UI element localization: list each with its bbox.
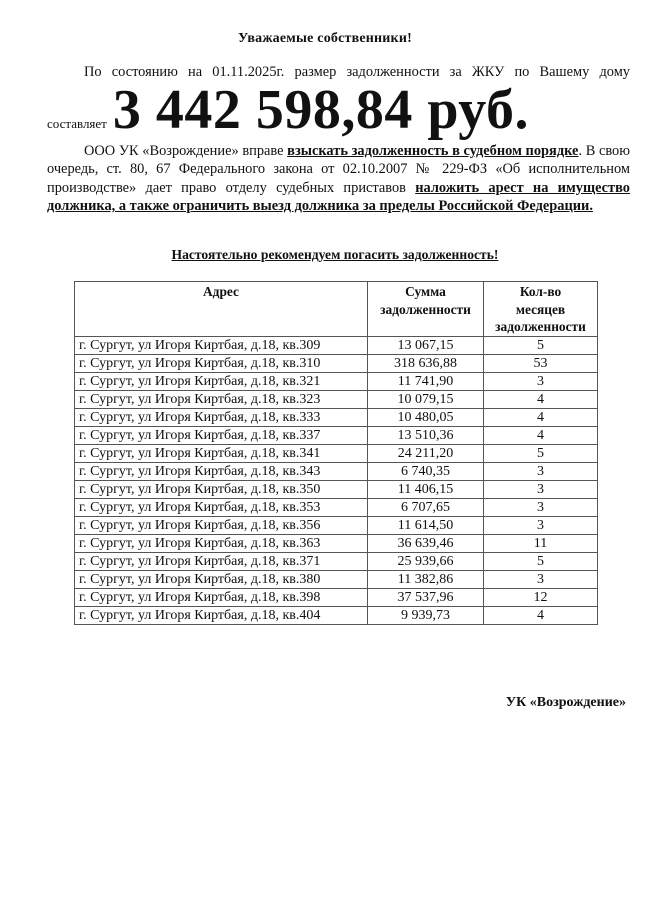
cell-sum: 318 636,88 — [368, 354, 484, 372]
cell-months: 4 — [484, 426, 598, 444]
paragraph-text-2: . В свою очередь, ст. 80, 67 Федерального закона от 02.10.2007 № 229-ФЗ «Об исполнительном производстве» дает право отделу судебных приставов — [47, 143, 631, 196]
cell-address: г. Сургут, ул Игоря Киртбая, д.18, кв.333 — [75, 408, 368, 426]
cell-months: 4 — [484, 606, 598, 624]
header-months: Кол-во месяцев задолженности — [484, 282, 598, 337]
table-row — [75, 462, 598, 480]
cell-sum: 11 614,50 — [368, 516, 484, 534]
cell-months: 4 — [484, 390, 598, 408]
table-row — [75, 390, 598, 408]
table-row — [75, 606, 598, 624]
cell-months: 12 — [484, 588, 598, 606]
amount-prefix: составляет — [47, 116, 107, 131]
cell-address: г. Сургут, ул Игоря Киртбая, д.18, кв.323 — [75, 390, 368, 408]
intro-line: По состоянию на 01.11.2025г. размер задолженности за ЖКУ по Вашему дому — [84, 64, 630, 80]
table-row — [75, 354, 598, 372]
table-row — [75, 552, 598, 570]
total-debt-amount: 3 442 598,84 руб. — [112, 79, 530, 141]
cell-months: 5 — [484, 444, 598, 462]
debt-table — [74, 281, 598, 625]
cell-sum: 10 079,15 — [368, 390, 484, 408]
cell-address: г. Сургут, ул Игоря Киртбая, д.18, кв.356 — [75, 516, 368, 534]
table-row — [75, 372, 598, 390]
table-row — [75, 336, 598, 354]
table-row — [75, 426, 598, 444]
cell-sum: 11 382,86 — [368, 570, 484, 588]
cell-months: 4 — [484, 408, 598, 426]
cell-months: 3 — [484, 516, 598, 534]
cell-months: 53 — [484, 354, 598, 372]
cell-months: 11 — [484, 534, 598, 552]
debt-table-body — [75, 336, 598, 624]
table-header-row — [75, 282, 598, 337]
cell-sum: 11 406,15 — [368, 480, 484, 498]
debt-amount-line — [47, 79, 530, 141]
cell-months: 3 — [484, 480, 598, 498]
cell-address: г. Сургут, ул Игоря Киртбая, д.18, кв.350 — [75, 480, 368, 498]
cell-sum: 9 939,73 — [368, 606, 484, 624]
legal-warning-paragraph — [47, 142, 630, 215]
cell-address: г. Сургут, ул Игоря Киртбая, д.18, кв.363 — [75, 534, 368, 552]
cell-address: г. Сургут, ул Игоря Киртбая, д.18, кв.398 — [75, 588, 368, 606]
cell-address: г. Сургут, ул Игоря Киртбая, д.18, кв.337 — [75, 426, 368, 444]
cell-sum: 6 707,65 — [368, 498, 484, 516]
table-row — [75, 534, 598, 552]
paragraph-text-1: ООО УК «Возрождение» вправе — [84, 143, 288, 159]
cell-address: г. Сургут, ул Игоря Киртбая, д.18, кв.321 — [75, 372, 368, 390]
cell-months: 5 — [484, 336, 598, 354]
cell-address: г. Сургут, ул Игоря Киртбая, д.18, кв.309 — [75, 336, 368, 354]
cell-sum: 6 740,35 — [368, 462, 484, 480]
cell-address: г. Сургут, ул Игоря Киртбая, д.18, кв.343 — [75, 462, 368, 480]
cell-months: 3 — [484, 462, 598, 480]
cell-sum: 11 741,90 — [368, 372, 484, 390]
cell-address: г. Сургут, ул Игоря Киртбая, д.18, кв.380 — [75, 570, 368, 588]
table-row — [75, 480, 598, 498]
cell-months: 3 — [484, 372, 598, 390]
table-row — [75, 408, 598, 426]
cell-sum: 13 510,36 — [368, 426, 484, 444]
cell-months: 3 — [484, 498, 598, 516]
cell-address: г. Сургут, ул Игоря Киртбая, д.18, кв.353 — [75, 498, 368, 516]
cell-sum: 24 211,20 — [368, 444, 484, 462]
table-row — [75, 588, 598, 606]
paragraph-emphasis-1: взыскать задолженность в судебном порядке — [287, 143, 579, 159]
cell-sum: 10 480,05 — [368, 408, 484, 426]
cell-sum: 25 939,66 — [368, 552, 484, 570]
recommendation-heading: Настоятельно рекомендуем погасить задолженность! — [171, 247, 499, 262]
cell-months: 5 — [484, 552, 598, 570]
header-sum: Сумма задолженности — [368, 282, 484, 337]
document-title: Уважаемые собственники! — [238, 31, 412, 46]
cell-address: г. Сургут, ул Игоря Киртбая, д.18, кв.371 — [75, 552, 368, 570]
table-row — [75, 516, 598, 534]
paragraph-emphasis-2: наложить арест на имущество должника, а также ограничить выезд должника за пределы Российской Федерации. — [47, 179, 630, 214]
cell-sum: 36 639,46 — [368, 534, 484, 552]
cell-sum: 37 537,96 — [368, 588, 484, 606]
header-address: Адрес — [75, 282, 368, 337]
cell-address: г. Сургут, ул Игоря Киртбая, д.18, кв.310 — [75, 354, 368, 372]
cell-months: 3 — [484, 570, 598, 588]
cell-address: г. Сургут, ул Игоря Киртбая, д.18, кв.404 — [75, 606, 368, 624]
table-row — [75, 444, 598, 462]
signature: УК «Возрождение» — [505, 695, 626, 710]
table-row — [75, 498, 598, 516]
table-row — [75, 570, 598, 588]
cell-sum: 13 067,15 — [368, 336, 484, 354]
cell-address: г. Сургут, ул Игоря Киртбая, д.18, кв.341 — [75, 444, 368, 462]
